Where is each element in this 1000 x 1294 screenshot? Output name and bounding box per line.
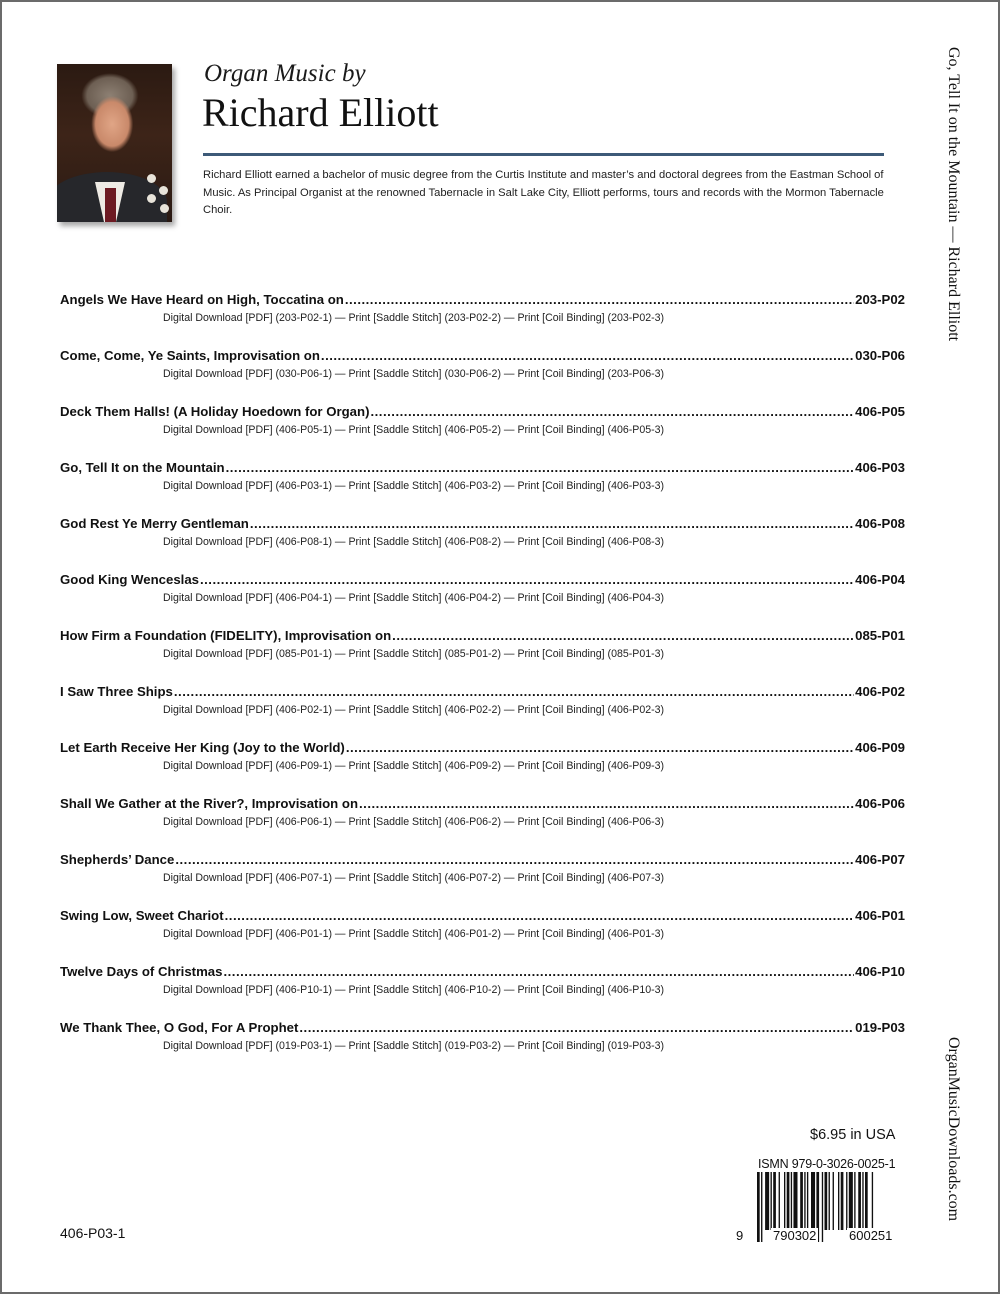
barcode-bar xyxy=(765,1172,769,1230)
barcode-bar xyxy=(858,1172,861,1230)
dot-leader xyxy=(359,796,854,811)
list-item xyxy=(60,516,905,572)
list-item xyxy=(60,1020,905,1076)
piece-title[interactable]: Swing Low, Sweet Chariot xyxy=(60,908,224,923)
format-options: Digital Download [PDF] (406-P04-1) — Print [Saddle Stitch] (406-P04-2) — Print [Coil Binding] (406-P04-3) xyxy=(163,592,665,604)
piece-title[interactable]: God Rest Ye Merry Gentleman xyxy=(60,516,249,531)
list-item xyxy=(60,404,905,460)
title-line xyxy=(60,572,905,591)
piece-title[interactable]: Angels We Have Heard on High, Toccatina on xyxy=(60,292,344,307)
barcode-bar xyxy=(787,1172,790,1230)
piece-code: 406-P04 xyxy=(855,572,905,587)
spine-website[interactable]: OrganMusicDownloads.com xyxy=(945,1037,962,1222)
barcode-bar xyxy=(791,1172,792,1230)
piece-code: 203-P02 xyxy=(855,292,905,307)
piece-title[interactable]: How Firm a Foundation (FIDELITY), Improvisation on xyxy=(60,628,392,643)
piece-code: 406-P09 xyxy=(855,740,905,755)
format-options: Digital Download [PDF] (406-P01-1) — Print [Saddle Stitch] (406-P01-2) — Print [Coil Binding] (406-P01-3) xyxy=(163,928,665,940)
title-line xyxy=(60,516,905,535)
piece-title[interactable]: Twelve Days of Christmas xyxy=(60,964,223,979)
piece-title[interactable]: I Saw Three Ships xyxy=(60,684,173,699)
title-line xyxy=(60,852,905,871)
format-options: Digital Download [PDF] (019-P03-1) — Print [Saddle Stitch] (019-P03-2) — Print [Coil Binding] (019-P03-3) xyxy=(163,1040,665,1052)
piece-code: 406-P05 xyxy=(855,404,905,419)
catalog-number: 406-P03-1 xyxy=(60,1225,126,1241)
title-line xyxy=(60,460,905,479)
piece-code: 406-P10 xyxy=(855,964,905,979)
photo-tie xyxy=(105,188,116,222)
list-item xyxy=(60,292,905,348)
organ-stop-knob xyxy=(147,174,156,183)
format-options: Digital Download [PDF] (406-P06-1) — Print [Saddle Stitch] (406-P06-2) — Print [Coil Binding] (406-P06-3) xyxy=(163,816,665,828)
organ-stop-knob xyxy=(147,194,156,203)
barcode-bar xyxy=(757,1172,760,1242)
barcode-bar xyxy=(838,1172,839,1230)
piece-code: 406-P07 xyxy=(855,852,905,867)
barcode-bar xyxy=(846,1172,847,1230)
barcode-bar xyxy=(822,1172,823,1242)
barcode-bar xyxy=(771,1172,772,1230)
title-line xyxy=(60,628,905,647)
format-options: Digital Download [PDF] (030-P06-1) — Print [Saddle Stitch] (030-P06-2) — Print [Coil Binding] (203-P06-3) xyxy=(163,368,665,380)
barcode-bar xyxy=(773,1172,776,1230)
list-item xyxy=(60,684,905,740)
dot-leader xyxy=(174,684,854,699)
piece-title[interactable]: We Thank Thee, O God, For A Prophet xyxy=(60,1020,299,1035)
title-line xyxy=(60,1020,905,1039)
list-item xyxy=(60,964,905,1020)
dot-leader xyxy=(175,852,854,867)
piece-title[interactable]: Come, Come, Ye Saints, Improvisation on xyxy=(60,348,320,363)
piece-code: 406-P03 xyxy=(855,460,905,475)
title-line xyxy=(60,796,905,815)
title-list xyxy=(60,292,905,1076)
composer-photo xyxy=(57,64,172,222)
format-options: Digital Download [PDF] (406-P09-1) — Print [Saddle Stitch] (406-P09-2) — Print [Coil Binding] (406-P09-3) xyxy=(163,760,665,772)
piece-title[interactable]: Good King Wenceslas xyxy=(60,572,199,587)
barcode-bar xyxy=(825,1172,828,1230)
piece-title[interactable]: Deck Them Halls! (A Holiday Hoedown for Organ) xyxy=(60,404,370,419)
composer-bio: Richard Elliott earned a bachelor of music degree from the Curtis Institute and master’s and doctoral degrees from the Eastman School of Music. As Principal Organist at the renowned Tabernacle in Salt Lake City, Elliott performs, tours and records with the Mormon Tabernacle Choir. xyxy=(203,169,884,216)
barcode-bar xyxy=(865,1172,868,1230)
format-options: Digital Download [PDF] (406-P02-1) — Print [Saddle Stitch] (406-P02-2) — Print [Coil Binding] (406-P02-3) xyxy=(163,704,665,716)
barcode-bar xyxy=(761,1172,762,1242)
dot-leader xyxy=(299,1020,854,1035)
format-options: Digital Download [PDF] (085-P01-1) — Print [Saddle Stitch] (085-P01-2) — Print [Coil Binding] (085-P01-3) xyxy=(163,648,665,660)
dot-leader xyxy=(321,348,854,363)
barcode-bar xyxy=(793,1172,797,1230)
barcode-bar xyxy=(807,1172,808,1230)
list-item xyxy=(60,796,905,852)
format-options: Digital Download [PDF] (406-P07-1) — Print [Saddle Stitch] (406-P07-2) — Print [Coil Binding] (406-P07-3) xyxy=(163,872,665,884)
format-options: Digital Download [PDF] (406-P10-1) — Print [Saddle Stitch] (406-P10-2) — Print [Coil Binding] (406-P10-3) xyxy=(163,984,665,996)
barcode-bar xyxy=(849,1172,853,1230)
dot-leader xyxy=(225,908,855,923)
format-options: Digital Download [PDF] (406-P08-1) — Print [Saddle Stitch] (406-P08-2) — Print [Coil Binding] (406-P08-3) xyxy=(163,536,665,548)
title-line xyxy=(60,740,905,759)
dot-leader xyxy=(250,516,854,531)
title-line xyxy=(60,684,905,703)
barcode-bar xyxy=(784,1172,785,1230)
composer-name: Richard Elliott xyxy=(202,90,439,135)
dot-leader xyxy=(200,572,854,587)
list-item xyxy=(60,740,905,796)
piece-code: 406-P02 xyxy=(855,684,905,699)
piece-code: 406-P01 xyxy=(855,908,905,923)
barcode-bar xyxy=(833,1172,834,1230)
piece-code: 406-P08 xyxy=(855,516,905,531)
barcode-bar xyxy=(841,1172,844,1230)
barcode-bar xyxy=(854,1172,855,1230)
piece-title[interactable]: Shepherds’ Dance xyxy=(60,852,175,867)
dot-leader xyxy=(346,740,854,755)
barcode-bar xyxy=(811,1172,815,1230)
list-item xyxy=(60,852,905,908)
dot-leader xyxy=(345,292,854,307)
piece-title[interactable]: Go, Tell It on the Mountain xyxy=(60,460,225,475)
organ-stop-knob xyxy=(160,204,169,213)
piece-title[interactable]: Let Earth Receive Her King (Joy to the World) xyxy=(60,740,345,755)
dot-leader xyxy=(370,404,854,419)
barcode-bar xyxy=(804,1172,805,1230)
barcode-bar xyxy=(862,1172,863,1230)
dot-leader xyxy=(226,460,855,475)
title-line xyxy=(60,292,905,311)
list-item xyxy=(60,572,905,628)
list-item xyxy=(60,908,905,964)
dot-leader xyxy=(223,964,854,979)
format-options: Digital Download [PDF] (406-P03-1) — Print [Saddle Stitch] (406-P03-2) — Print [Coil Binding] (406-P03-3) xyxy=(163,480,665,492)
header-divider xyxy=(203,153,884,156)
piece-code: 030-P06 xyxy=(855,348,905,363)
title-line xyxy=(60,404,905,423)
piece-code: 019-P03 xyxy=(855,1020,905,1035)
header-subtitle: Organ Music by xyxy=(204,60,366,87)
ismn-number: ISMN 979-0-3026-0025-1 xyxy=(758,1157,896,1171)
barcode-bar xyxy=(800,1172,803,1230)
format-options: Digital Download [PDF] (406-P05-1) — Print [Saddle Stitch] (406-P05-2) — Print [Coil Binding] (406-P05-3) xyxy=(163,424,665,436)
barcode-digits-left: 790302 xyxy=(773,1228,817,1243)
piece-title[interactable]: Shall We Gather at the River?, Improvisation on xyxy=(60,796,358,811)
title-line xyxy=(60,348,905,367)
barcode-digit-lead: 9 xyxy=(736,1228,744,1243)
barcode-bar xyxy=(779,1172,780,1230)
price: $6.95 in USA xyxy=(810,1127,896,1143)
barcode-bar xyxy=(829,1172,830,1230)
title-line xyxy=(60,964,905,983)
title-line xyxy=(60,908,905,927)
spine-title: Go, Tell It on the Mountain — Richard Elliott xyxy=(945,47,962,342)
dot-leader xyxy=(392,628,854,643)
format-options: Digital Download [PDF] (203-P02-1) — Print [Saddle Stitch] (203-P02-2) — Print [Coil Binding] (203-P02-3) xyxy=(163,312,665,324)
piece-code: 085-P01 xyxy=(855,628,905,643)
organ-stop-knob xyxy=(159,186,168,195)
piece-code: 406-P06 xyxy=(855,796,905,811)
list-item xyxy=(60,348,905,404)
list-item xyxy=(60,628,905,684)
list-item xyxy=(60,460,905,516)
barcode-digits-right: 600251 xyxy=(849,1228,893,1243)
